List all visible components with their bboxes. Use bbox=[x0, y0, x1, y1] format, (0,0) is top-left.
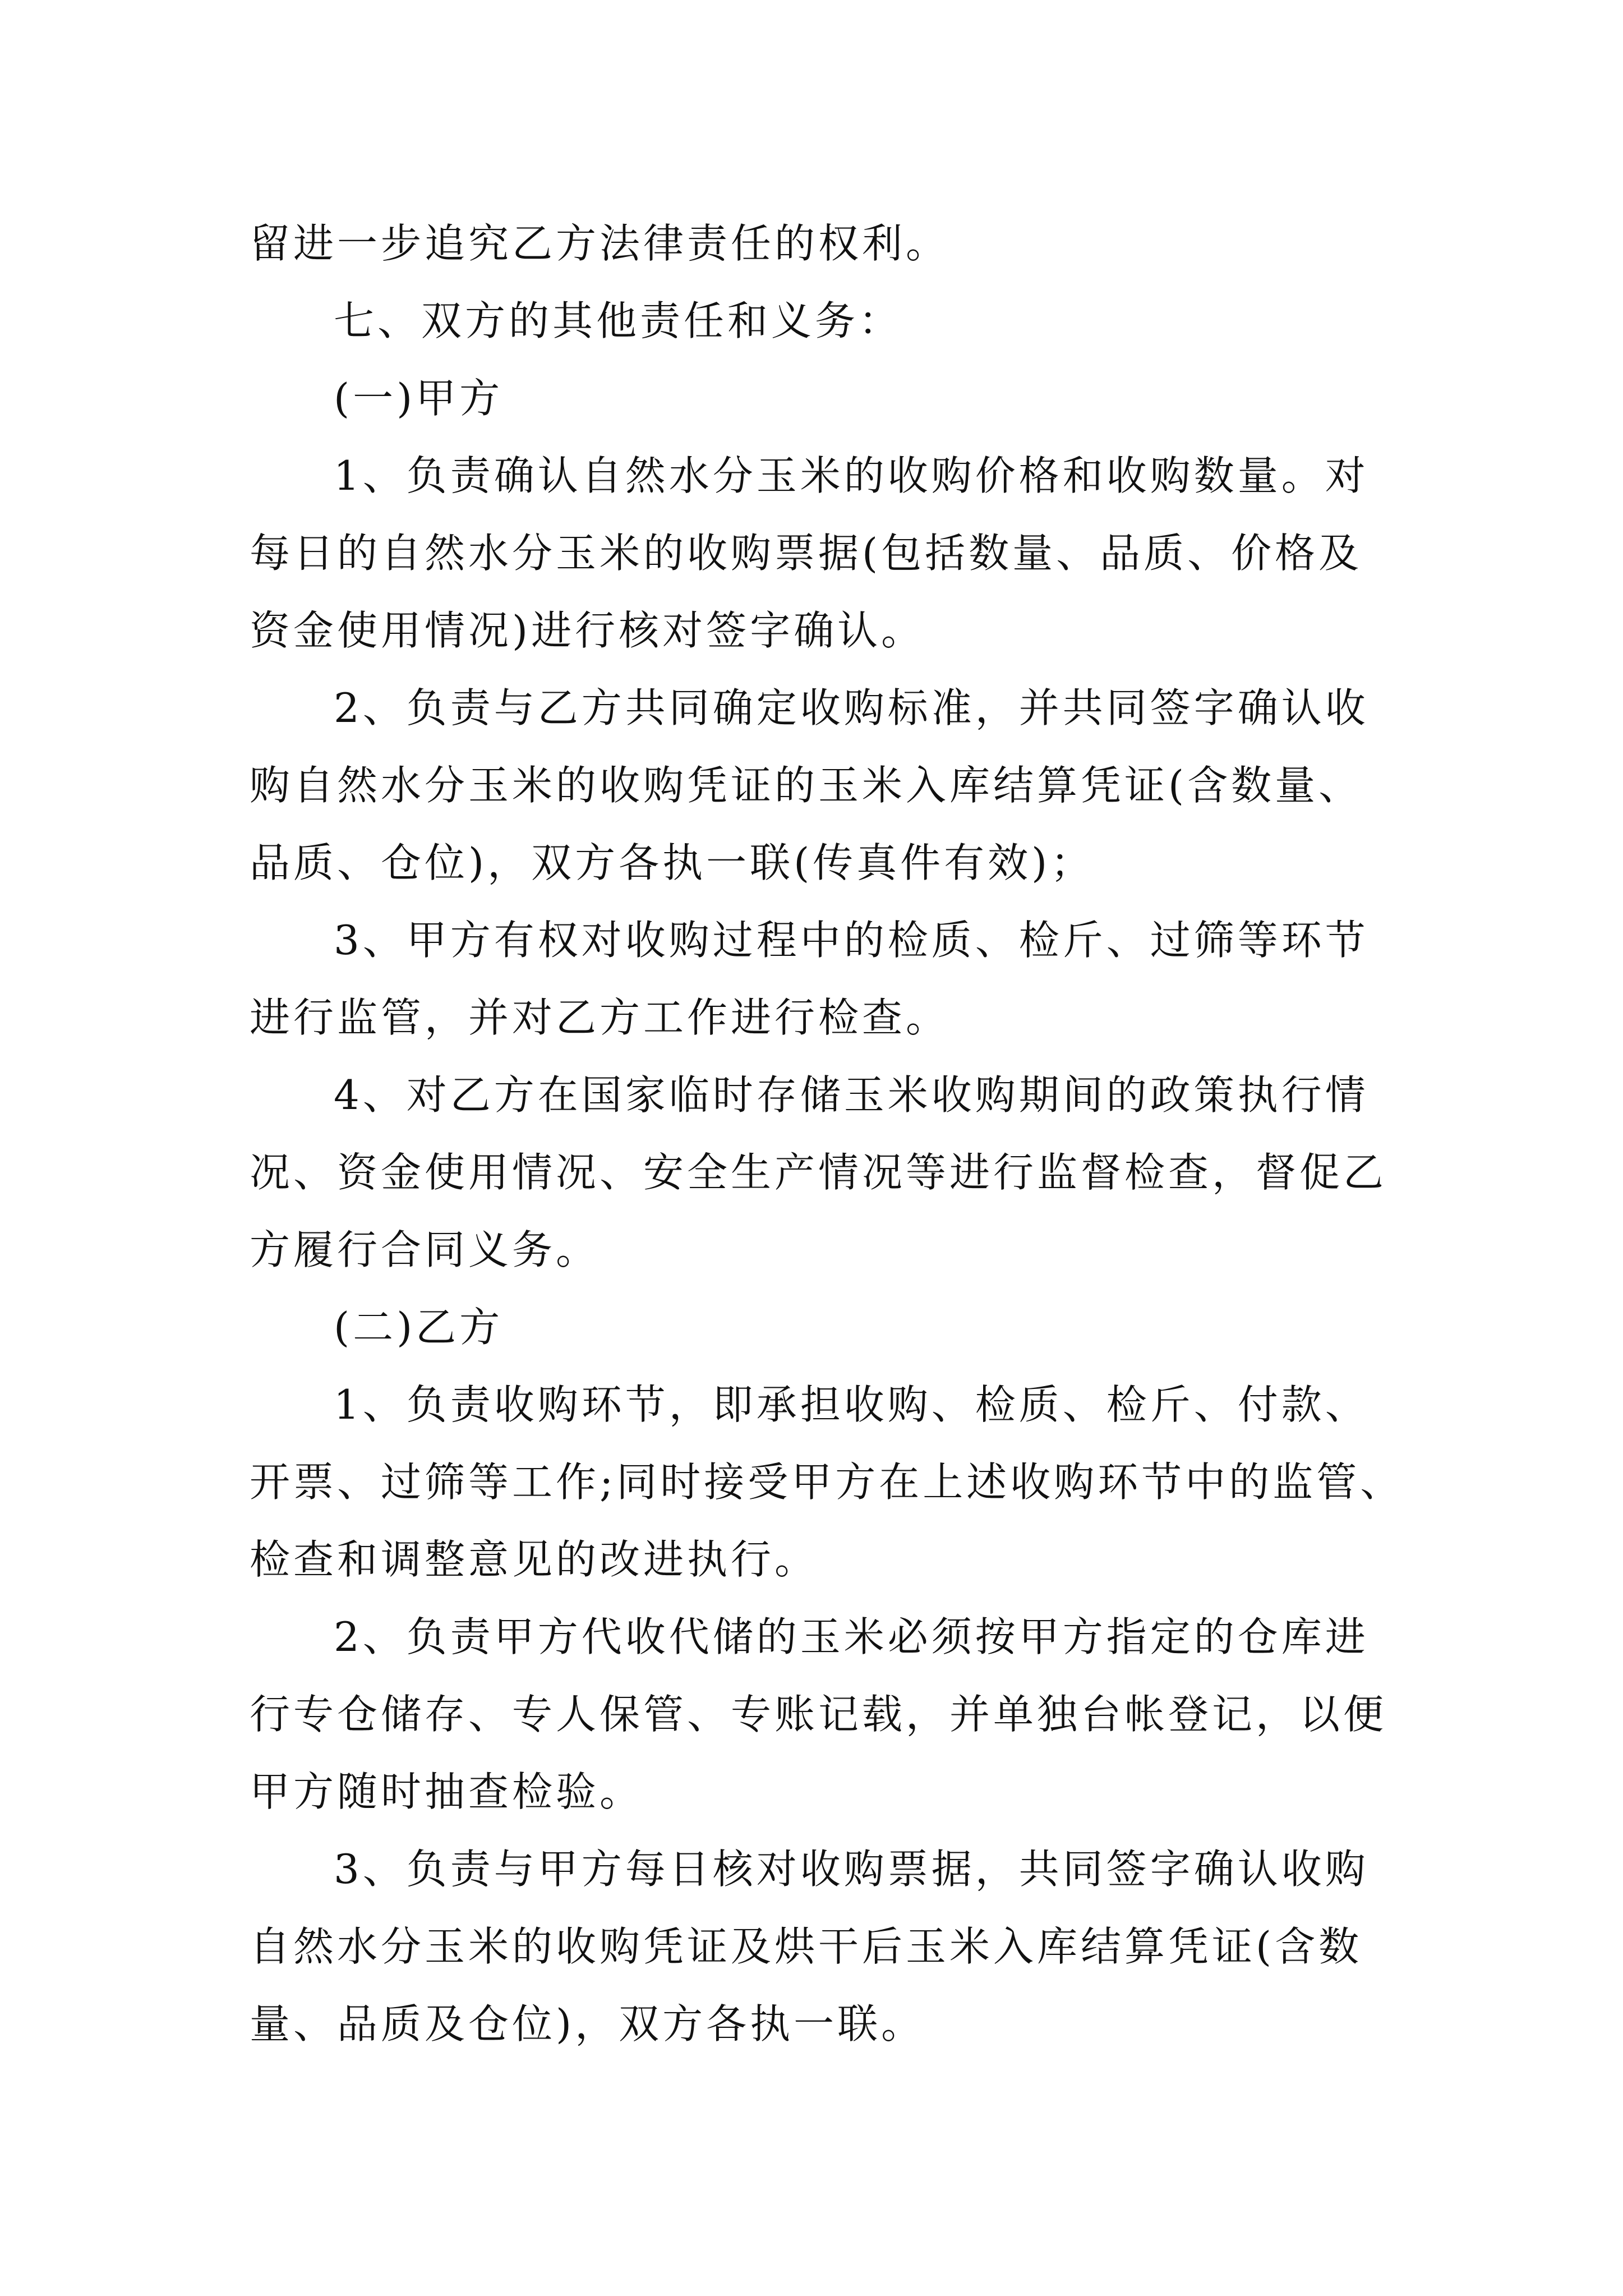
text-line: 3、甲方有权对收购过程中的检质、检斤、过筛等环节 bbox=[334, 917, 1369, 964]
text-line: 开票、过筛等工作;同时接受甲方在上述收购环节中的监管、 bbox=[250, 1458, 1404, 1506]
text-line: 每日的自然水分玉米的收购票据(包括数量、品质、价格及 bbox=[250, 530, 1363, 577]
text-line: 进行监管，并对乙方工作进行检查。 bbox=[250, 994, 950, 1041]
text-line: 1、负责收购环节，即承担收购、检质、检斤、付款、 bbox=[334, 1381, 1369, 1428]
text-line: 3、负责与甲方每日核对收购票据，共同签字确认收购 bbox=[334, 1846, 1369, 1893]
text-line: 资金使用情况)进行核对签字确认。 bbox=[250, 607, 925, 654]
text-line: 检查和调整意见的改进执行。 bbox=[250, 1536, 819, 1583]
text-line: 方履行合同义务。 bbox=[250, 1226, 600, 1273]
text-line: 行专仓储存、专人保管、专账记载，并单独台帐登记，以便 bbox=[250, 1691, 1387, 1738]
text-line: 量、品质及仓位)，双方各执一联。 bbox=[250, 2000, 925, 2047]
text-line: 七、双方的其他责任和义务： bbox=[334, 297, 903, 344]
text-line: 4、对乙方在国家临时存储玉米收购期间的政策执行情 bbox=[334, 1071, 1369, 1119]
text-line: (一)甲方 bbox=[334, 375, 504, 422]
text-line: 2、负责与乙方共同确定收购标准，并共同签字确认收 bbox=[334, 684, 1369, 731]
contract-text bbox=[250, 205, 1410, 2063]
text-line: 品质、仓位)，双方各执一联(传真件有效)； bbox=[250, 839, 1095, 886]
text-line: (二)乙方 bbox=[334, 1304, 504, 1351]
text-line: 2、负责甲方代收代储的玉米必须按甲方指定的仓库进 bbox=[334, 1613, 1369, 1660]
text-line: 况、资金使用情况、安全生产情况等进行监督检查，督促乙 bbox=[250, 1149, 1387, 1196]
text-line: 自然水分玉米的收购凭证及烘干后玉米入库结算凭证(含数 bbox=[250, 1923, 1363, 1970]
text-line: 甲方随时抽查检验。 bbox=[250, 1768, 644, 1815]
text-line: 1、负责确认自然水分玉米的收购价格和收购数量。对 bbox=[334, 452, 1369, 499]
text-line: 购自然水分玉米的收购凭证的玉米入库结算凭证(含数量、 bbox=[250, 762, 1363, 809]
text-line: 留进一步追究乙方法律责任的权利。 bbox=[250, 220, 950, 267]
